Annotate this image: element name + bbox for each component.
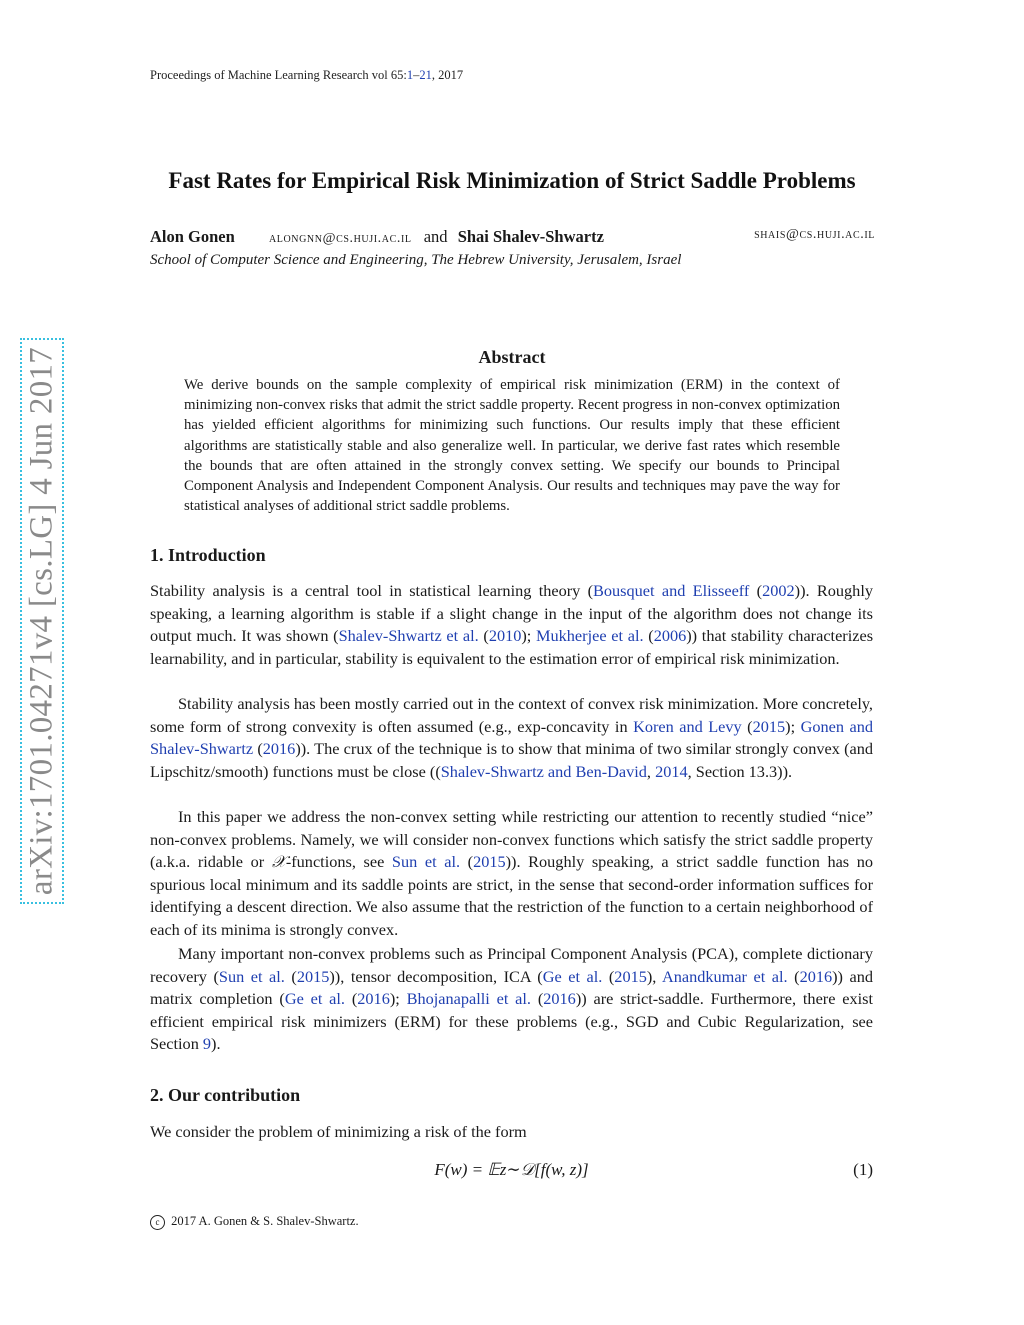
citation-year-link[interactable]: 2016 xyxy=(799,966,833,986)
intro-paragraph-1: Stability analysis is a central tool in statistical learning theory (Bousquet and Elisseeff (2002)). Roughly speaking, a learning algorithm is stable if a slight change in the input of the algorithm does not change its output much. It was shown (Shalev-Shwartz et al. (2010); Mukherjee et al. (2006)) that stability characterizes learnability, and in particular, stability is equivalent to the estimation error of empirical risk minimization. xyxy=(150,581,874,668)
last-page-link[interactable]: 21 xyxy=(419,68,432,82)
citation-link[interactable]: Sun et al. xyxy=(218,966,285,986)
equation-formula: F(w) = 𝔼z∼𝒟[f(w, z)] xyxy=(434,1160,589,1179)
arxiv-stamp[interactable] xyxy=(20,338,64,904)
citation-link[interactable]: Bhojanapalli et al. xyxy=(406,989,531,1009)
equation-number: (1) xyxy=(853,1160,873,1179)
citation-link[interactable]: Bousquet and Elisseeff xyxy=(593,581,750,600)
author1-email: alongnn@cs.huji.ac.il xyxy=(268,231,412,246)
author-and: and xyxy=(423,227,448,246)
citation-year-link[interactable]: 2006 xyxy=(653,626,687,646)
intro-paragraph-4: Many important non-convex problems such as Principal Component Analysis (PCA), complete dictionary recovery (Sun et al. (2015)), tensor decomposition, ICA (Ge et al. (2015), Anandkumar et al. (2016)) and matrix completion (Ge et al. (2016); Bhojanapalli et al. (2016)) are strict-saddle. Furthermore, there exist efficient empirical risk minimizers (ERM) for these problems (e.g., SGD and Cubic Regularization, see Section 9). xyxy=(150,944,874,1054)
section-1-heading: 1. Introduction xyxy=(150,545,266,565)
citation-link[interactable]: Ge et al. xyxy=(542,966,603,986)
citation-year-link[interactable]: 2014 xyxy=(655,761,688,781)
citation-link[interactable]: Sun et al. xyxy=(391,852,461,872)
citation-year-link[interactable]: 2015 xyxy=(473,852,506,872)
citation-year-link[interactable]: 2016 xyxy=(543,989,576,1009)
citation-link[interactable]: Shalev-Shwartz and Ben-David xyxy=(440,761,647,781)
citation-year-link[interactable]: 2015 xyxy=(752,716,786,736)
citation-year-link[interactable]: 2016 xyxy=(262,739,296,759)
citation-year-link[interactable]: 2016 xyxy=(357,989,390,1009)
copyright-text: 2017 A. Gonen & S. Shalev-Shwartz. xyxy=(171,1214,359,1228)
contribution-paragraph-1: We consider the problem of minimizing a risk of the form xyxy=(150,1122,527,1141)
author2-email: shais@cs.huji.ac.il xyxy=(754,227,875,242)
citation-year-link[interactable]: 2010 xyxy=(488,626,522,646)
citation-link[interactable]: Gonen and Shalev-Shwartz xyxy=(150,716,874,759)
citation-link[interactable]: Shalev-Shwartz et al. xyxy=(338,626,479,646)
citation-link[interactable]: Koren and Levy xyxy=(633,716,742,736)
section-reference-link[interactable]: 9 xyxy=(202,1034,212,1054)
citation-link[interactable]: Anandkumar et al. xyxy=(661,966,788,986)
author2-name: Shai Shalev-Shwartz xyxy=(457,227,604,246)
citation-link[interactable]: Mukherjee et al. xyxy=(536,626,644,646)
first-page-link[interactable]: 1 xyxy=(406,68,414,82)
author-line xyxy=(150,227,875,247)
intro-paragraph-2: Stability analysis has been mostly carried out in the context of convex risk minimization. More concretely, some form of strong convexity is often assumed (e.g., exp-concavity in Koren and Levy (2015); Gonen and Shalev-Shwartz (2016)). The crux of the technique is to show that minima of two similar strongly convex (and Lipschitz/smooth) functions must be close ((Shalev-Shwartz and Ben-David, 2014, Section 13.3)). xyxy=(150,694,874,781)
affiliation: School of Computer Science and Engineering, The Hebrew University, Jerusalem, Israel xyxy=(150,252,682,268)
citation-year-link[interactable]: 2002 xyxy=(762,581,795,600)
copyright-icon: c xyxy=(150,1215,165,1230)
section-2-heading: 2. Our contribution xyxy=(150,1085,301,1105)
math-symbol: 𝒳 xyxy=(271,852,286,872)
running-header: Proceedings of Machine Learning Research vol 65:1–21, 2017 xyxy=(150,68,464,82)
citation-year-link[interactable]: 2015 xyxy=(614,966,647,986)
copyright-footer xyxy=(150,1214,359,1230)
citation-link[interactable]: Ge et al. xyxy=(284,989,346,1009)
arxiv-stamp-text: arXiv:1701.04271v4 [cs.LG] 4 Jun 2017 xyxy=(23,346,60,896)
author1-name: Alon Gonen xyxy=(150,227,235,246)
intro-paragraph-3: In this paper we address the non-convex setting while restricting our attention to recently studied “nice” non-convex problems. Namely, we will consider non-convex functions which satisfy the strict saddle property (a.k.a. ridable or 𝒳-functions, see Sun et al. (2015)). Roughly speaking, a strict saddle function has no spurious local minimum and its saddle points are strict, in the sense that second-order information suffices for identifying a descent direction. We also assume that the restriction of the function to a certain neighborhood of each of its minima is strongly convex. xyxy=(150,807,874,939)
abstract-text: We derive bounds on the sample complexity of empirical risk minimization (ERM) in the context of minimizing non-convex risks that admit the strict saddle property. Recent progress in non-convex optimization has yielded efficient algorithms for minimizing such functions. Our results imply that these efficient algorithms are statistically stable and also generalize well. In particular, we derive fast rates which resemble the bounds that are often attained in the strongly convex setting. We specify our bounds to Principal Component Analysis and Independent Component Analysis. Our results and techniques may pave the way for statistical analyses of additional strict saddle problems. xyxy=(184,377,840,515)
citation-year-link[interactable]: 2015 xyxy=(296,966,330,986)
abstract-heading: Abstract xyxy=(478,347,546,367)
paper-title: Fast Rates for Empirical Risk Minimization of Strict Saddle Problems xyxy=(168,168,856,193)
